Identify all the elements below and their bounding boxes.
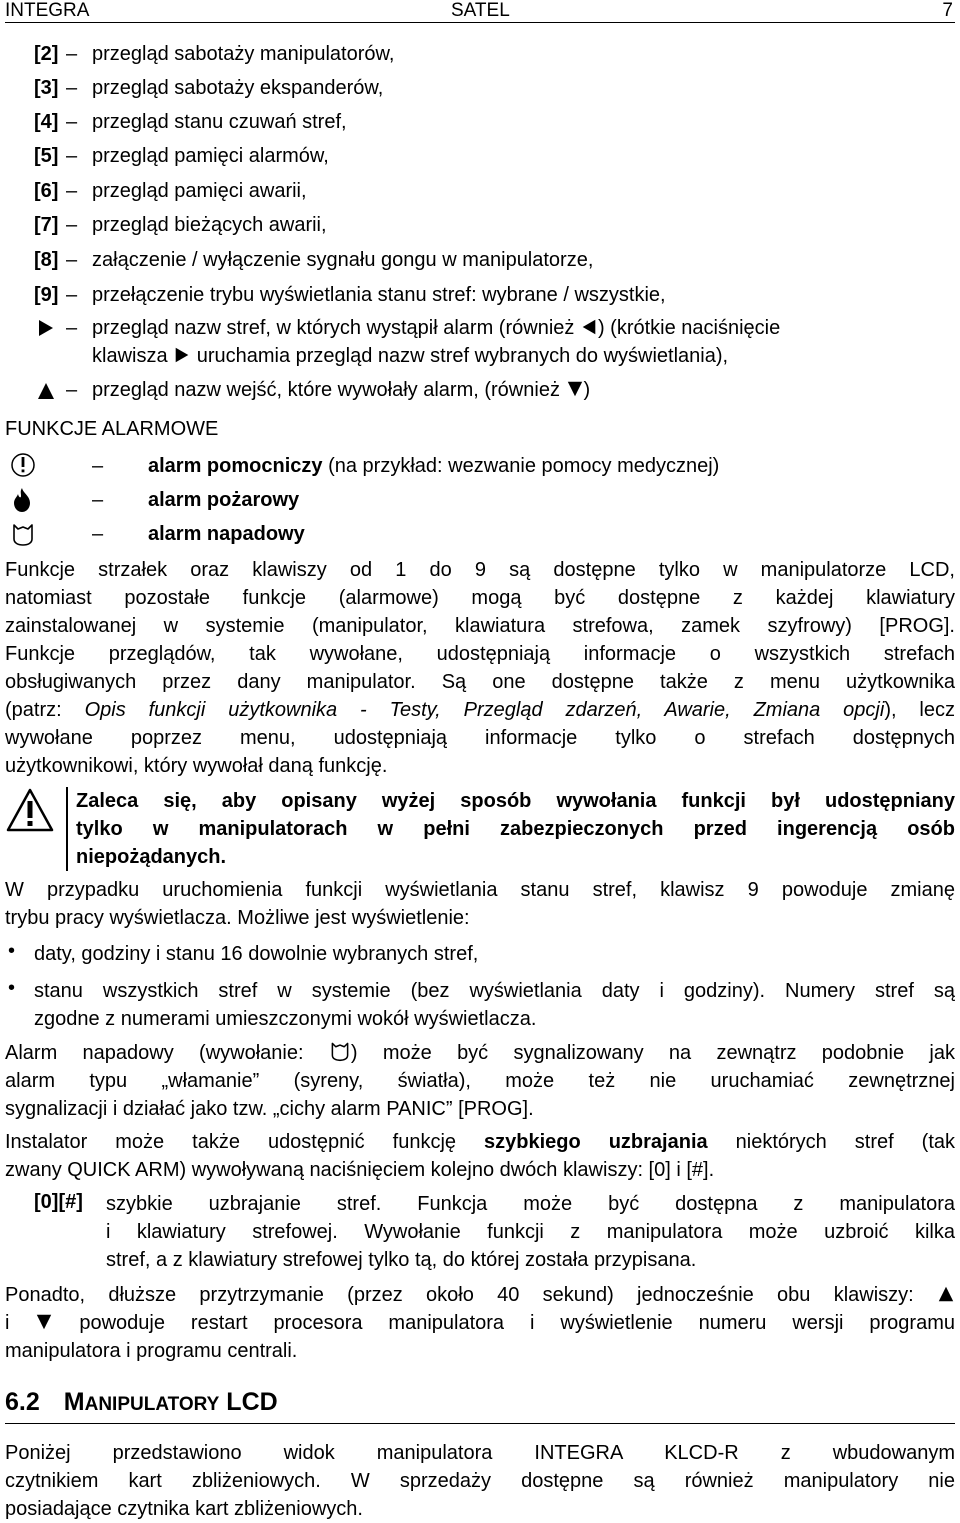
list-item-text: przegląd sabotaży ekspanderów,	[92, 77, 384, 99]
text-line: użytkownikowi, który wywołał daną funkcję.	[5, 755, 388, 777]
dash: –	[66, 249, 78, 271]
dash: –	[92, 455, 104, 477]
text-line: Zaleca się, aby opisany wyżej sposób wywołania funkcji był udostępniany	[76, 790, 955, 812]
arrow-left-icon	[580, 318, 598, 336]
text-line: Funkcje strzałek oraz klawiszy od 1 do 9 są dostępne tylko w manipulatorze LCD,	[5, 559, 955, 581]
header-center: SATEL	[451, 0, 510, 21]
page-header	[5, 0, 955, 23]
text-line: zwany QUICK ARM) wywoływaną naciśnięciem kolejno dwóch klawiszy: [0] i [#].	[5, 1159, 715, 1181]
arrow-up-line	[92, 379, 590, 402]
text-line: zainstalowanej w systemie (manipulator, klawiatura strefowa, zamek szyfrowy) [PROG].	[5, 615, 955, 637]
text-line	[5, 1128, 955, 1156]
text-line: i klawiatury strefowej. Wywołanie funkcji z manipulatora może uzbroić kilka	[106, 1221, 955, 1243]
dash: –	[66, 111, 78, 133]
alarm-label: alarm napadowy	[148, 523, 305, 545]
warning-rule	[66, 787, 68, 871]
text-line: obsługiwanych przez dany manipulator. Są one dostępne także z menu użytkownika	[5, 671, 955, 693]
text-segment: (patrz:	[5, 699, 85, 721]
list-item-text: przełączenie trybu wyświetlania stanu stref: wybrane / wszystkie,	[92, 284, 666, 306]
text-segment: przegląd nazw stref, w których wystąpił alarm (również	[92, 317, 575, 339]
alarm-item-text	[148, 455, 719, 478]
text-line	[5, 696, 955, 724]
list-item-text: przegląd stanu czuwań stref,	[92, 111, 347, 133]
key-label: [9]	[34, 284, 59, 306]
dash: –	[92, 489, 104, 511]
text-line: manipulatora i programu centrali.	[5, 1340, 298, 1362]
key-label: [8]	[34, 249, 59, 271]
arrow-right-line-2	[92, 345, 728, 368]
text-line: stanu wszystkich stref w systemie (bez wyświetlania daty i godziny). Numery stref są	[34, 980, 955, 1002]
warning-text	[76, 787, 955, 871]
text-line: Funkcje przeglądów, tak wywołane, udostępniają informacje o wszystkich strefach	[5, 643, 955, 665]
dash: –	[66, 214, 78, 236]
warning-triangle-icon	[6, 788, 54, 832]
dash: –	[66, 77, 78, 99]
dash: –	[66, 379, 78, 401]
flame-icon	[10, 487, 34, 513]
text-line: tylko w manipulatorach w pełni zabezpieczonych przed ingerencją osób	[76, 818, 955, 840]
text-line: szybkie uzbrajanie stref. Funkcja może być dostępna z manipulatora	[106, 1193, 955, 1215]
key-label: [7]	[34, 214, 59, 236]
alarm-note: (na przykład: wezwanie pomocy medycznej)	[322, 455, 720, 477]
text-line: alarm typu „włamanie” (syreny, światła), może też nie uruchamiać zewnętrznej	[5, 1070, 955, 1092]
text-line: zgodne z numerami umieszczonymi wokół wyświetlacza.	[34, 1008, 537, 1030]
arrow-down-icon	[566, 380, 584, 398]
dash: –	[66, 145, 78, 167]
list-item-text: załączenie / wyłączenie sygnału gongu w manipulatorze,	[92, 249, 594, 271]
text-line: posiadające czytnika kart zbliżeniowych.	[5, 1498, 363, 1520]
bullet-icon: •	[8, 940, 16, 962]
italic-reference: Opis funkcji użytkownika - Testy, Przegląd zdarzeń, Awarie, Zmiana opcji	[84, 699, 885, 721]
text-segment: klawisza	[92, 345, 168, 367]
arrow-up-icon	[937, 1285, 955, 1303]
text-line: wywołane poprzez menu, udostępniają informacje tylko o strefach dostępnych	[5, 727, 955, 749]
text-line: niepożądanych.	[76, 846, 227, 868]
paragraph	[5, 1439, 955, 1523]
key-label: [3]	[34, 77, 59, 99]
section-rule	[5, 1423, 955, 1424]
alarm-section-heading: FUNKCJE ALARMOWE	[5, 418, 219, 440]
list-item-text: przegląd bieżących awarii,	[92, 214, 327, 236]
text-line: trybu pracy wyświetlacza. Możliwe jest wyświetlenie:	[5, 907, 470, 929]
paragraph	[5, 556, 955, 640]
list-item-text: przegląd pamięci alarmów,	[92, 145, 329, 167]
text-segment: ), lecz	[884, 699, 955, 721]
list-item-text: przegląd sabotaży manipulatorów,	[92, 43, 395, 65]
paragraph	[5, 1039, 955, 1123]
text-segment: )	[583, 379, 591, 401]
text-segment: powoduje restart procesora manipulatora i wyświetlenie numeru wersji programu	[79, 1312, 955, 1334]
text-segment: uruchamia przegląd nazw stref wybranych do wyświetlania),	[196, 345, 729, 367]
text-segment: Alarm napadowy (wywołanie:	[5, 1042, 329, 1064]
key-label: [2]	[34, 43, 59, 65]
paragraph	[5, 1281, 955, 1365]
text-segment: ) może być sygnalizowany na zewnątrz podobnie jak	[350, 1042, 955, 1064]
exclamation-icon	[10, 452, 36, 478]
key-label: [0][#]	[34, 1191, 83, 1213]
paragraph	[5, 876, 955, 932]
key-label: [6]	[34, 180, 59, 202]
text-segment: niektórych stref (tak	[707, 1131, 955, 1153]
dash: –	[66, 284, 78, 306]
list-item-text: przegląd pamięci awarii,	[92, 180, 307, 202]
arrow-right-line-1	[92, 317, 780, 340]
text-segment: Ponadto, dłuższe przytrzymanie (przez około 40 sekund) jednocześnie obu klawiszy:	[5, 1284, 914, 1306]
section-title: M	[63, 1388, 85, 1416]
text-segment: przegląd nazw wejść, które wywołały alarm, (również	[92, 379, 560, 401]
section-heading	[5, 1388, 278, 1417]
text-line: natomiast pozostałe funkcje (alarmowe) mogą być dostępne z każdej klawiatury	[5, 587, 955, 609]
list-item	[34, 977, 955, 1033]
bold-term: szybkiego uzbrajania	[484, 1131, 708, 1153]
paragraph	[5, 640, 955, 780]
arrow-up-icon	[36, 381, 56, 401]
page-number: 7	[942, 0, 953, 21]
dash: –	[66, 43, 78, 65]
text-segment: i	[5, 1312, 10, 1334]
arrow-right-icon	[36, 318, 56, 338]
text-line: sygnalizacji i działać jako tzw. „cichy alarm PANIC” [PROG].	[5, 1098, 534, 1120]
panic-icon	[329, 1040, 351, 1062]
arrow-down-icon	[35, 1313, 53, 1331]
alarm-label: alarm pomocniczy	[148, 455, 323, 477]
key-label: [5]	[34, 145, 59, 167]
quick-arm-text	[106, 1190, 955, 1274]
dash: –	[92, 523, 104, 545]
text-line: daty, godziny i stanu 16 dowolnie wybranych stref,	[34, 943, 479, 965]
text-line	[5, 1309, 955, 1337]
bullet-icon: •	[8, 977, 16, 999]
text-line: Poniżej przedstawiono widok manipulatora INTEGRA KLCD-R z wbudowanym	[5, 1442, 955, 1464]
section-number: 6.2	[5, 1388, 40, 1416]
text-segment: ) (krótkie naciśnięcie	[597, 317, 781, 339]
list-item	[34, 940, 955, 968]
section-title: LCD	[219, 1388, 278, 1416]
paragraph	[5, 1128, 955, 1184]
text-line: W przypadku uruchomienia funkcji wyświetlania stanu stref, klawisz 9 powoduje zmianę	[5, 879, 955, 901]
text-line: stref, a z klawiatury strefowej tylko tą, do której została przypisana.	[106, 1249, 697, 1271]
dash: –	[66, 317, 78, 339]
alarm-label: alarm pożarowy	[148, 489, 300, 511]
header-left: INTEGRA	[5, 0, 90, 21]
key-label: [4]	[34, 111, 59, 133]
section-title: ANIPULATORY	[84, 1394, 220, 1415]
text-line	[5, 1039, 955, 1067]
panic-icon	[10, 521, 36, 547]
arrow-right-icon	[173, 346, 191, 364]
text-segment: Instalator może także udostępnić funkcję	[5, 1131, 485, 1153]
dash: –	[66, 180, 78, 202]
text-line: czytnikiem kart zbliżeniowych. W sprzedaży dostępne są również manipulatory nie	[5, 1470, 955, 1492]
text-line	[5, 1281, 955, 1309]
